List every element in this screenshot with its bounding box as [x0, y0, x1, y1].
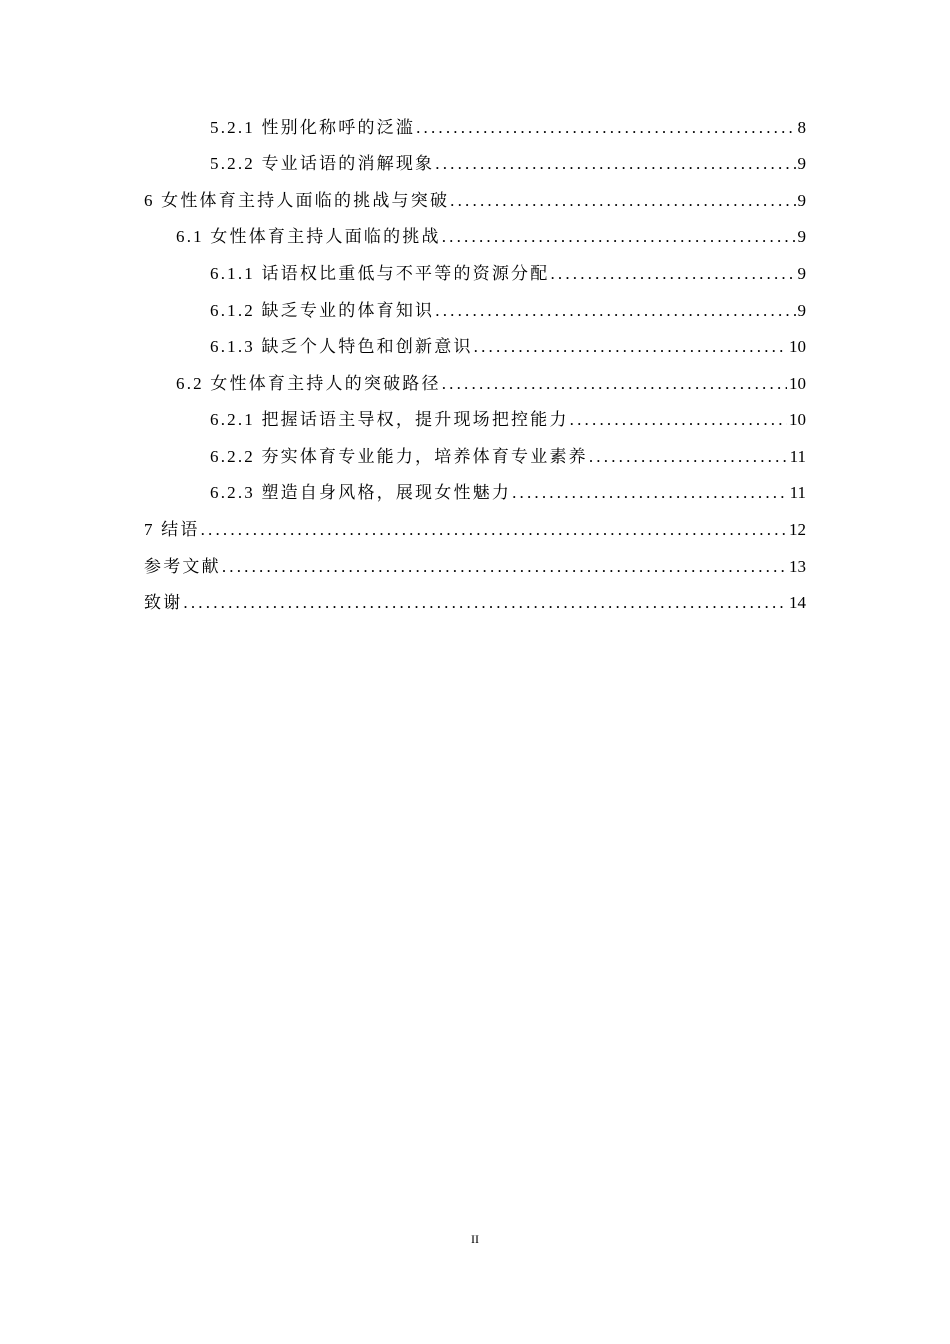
toc-dot-leader	[474, 333, 787, 361]
toc-entry[interactable]	[210, 406, 806, 434]
toc-entry[interactable]	[210, 260, 806, 288]
toc-dot-leader	[512, 479, 788, 507]
toc-dot-leader	[222, 553, 787, 581]
toc-entry-page: 10	[789, 374, 806, 393]
toc-entry[interactable]	[210, 297, 806, 325]
toc-entry-title: 5.2.2 专业话语的消解现象	[210, 154, 435, 173]
toc-entry-page: 14	[789, 593, 806, 612]
toc-entry-title: 6.1.1 话语权比重低与不平等的资源分配	[210, 264, 550, 283]
toc-entry-page: 9	[797, 191, 806, 210]
toc-entry[interactable]	[176, 370, 806, 398]
toc-dot-leader	[442, 223, 796, 251]
toc-entry-title: 6.2.3 塑造自身风格，展现女性魅力	[210, 483, 512, 502]
toc-dot-leader	[589, 443, 788, 471]
toc-entry-page: 9	[797, 227, 806, 246]
toc-entry-page: 11	[789, 483, 806, 502]
toc-dot-leader	[570, 406, 787, 434]
toc-entry-page: 9	[797, 264, 806, 283]
toc-entry[interactable]	[144, 553, 806, 581]
toc-entry-page: 11	[789, 447, 806, 466]
page-number: II	[471, 1232, 479, 1246]
toc-entry-title: 6.1.3 缺乏个人特色和创新意识	[210, 337, 473, 356]
toc-entry-title: 6.2.2 夯实体育专业能力，培养体育专业素养	[210, 447, 588, 466]
toc-dot-leader	[442, 370, 787, 398]
toc-entry-title: 6.1.2 缺乏专业的体育知识	[210, 301, 435, 320]
toc-entry-page: 8	[797, 118, 806, 137]
toc-entry[interactable]	[176, 223, 806, 251]
toc-entry-page: 12	[789, 520, 806, 539]
toc-entry[interactable]	[144, 516, 806, 544]
toc-entry[interactable]	[210, 479, 806, 507]
toc-dot-leader	[435, 297, 795, 325]
toc-entry-page: 10	[789, 337, 806, 356]
toc-entry-page: 9	[797, 154, 806, 173]
toc-entry[interactable]	[210, 443, 806, 471]
toc-entry-title: 5.2.1 性别化称呼的泛滥	[210, 118, 416, 137]
toc-entry-title: 6 女性体育主持人面临的挑战与突破	[144, 191, 450, 210]
toc-entry-page: 9	[797, 301, 806, 320]
toc-entry-title: 6.1 女性体育主持人面临的挑战	[176, 227, 441, 246]
toc-entry[interactable]	[144, 187, 806, 215]
toc-entry-title: 6.2 女性体育主持人的突破路径	[176, 374, 441, 393]
toc-entry-title: 致谢	[144, 593, 183, 612]
toc-dot-leader	[201, 516, 787, 544]
toc-dot-leader	[435, 150, 795, 178]
toc-entry[interactable]	[210, 114, 806, 142]
toc-entry[interactable]	[210, 333, 806, 361]
toc-entry-page: 13	[789, 557, 806, 576]
toc-entry-title: 7 结语	[144, 520, 200, 539]
toc-entry-title: 参考文献	[144, 557, 221, 576]
toc-dot-leader	[450, 187, 795, 215]
toc-dot-leader	[183, 589, 787, 617]
toc-dot-leader	[416, 114, 795, 142]
toc-entry-title: 6.2.1 把握话语主导权，提升现场把控能力	[210, 410, 569, 429]
toc-dot-leader	[550, 260, 795, 288]
toc-entry-page: 10	[789, 410, 806, 429]
toc-entry[interactable]	[210, 150, 806, 178]
toc-entry[interactable]	[144, 589, 806, 617]
